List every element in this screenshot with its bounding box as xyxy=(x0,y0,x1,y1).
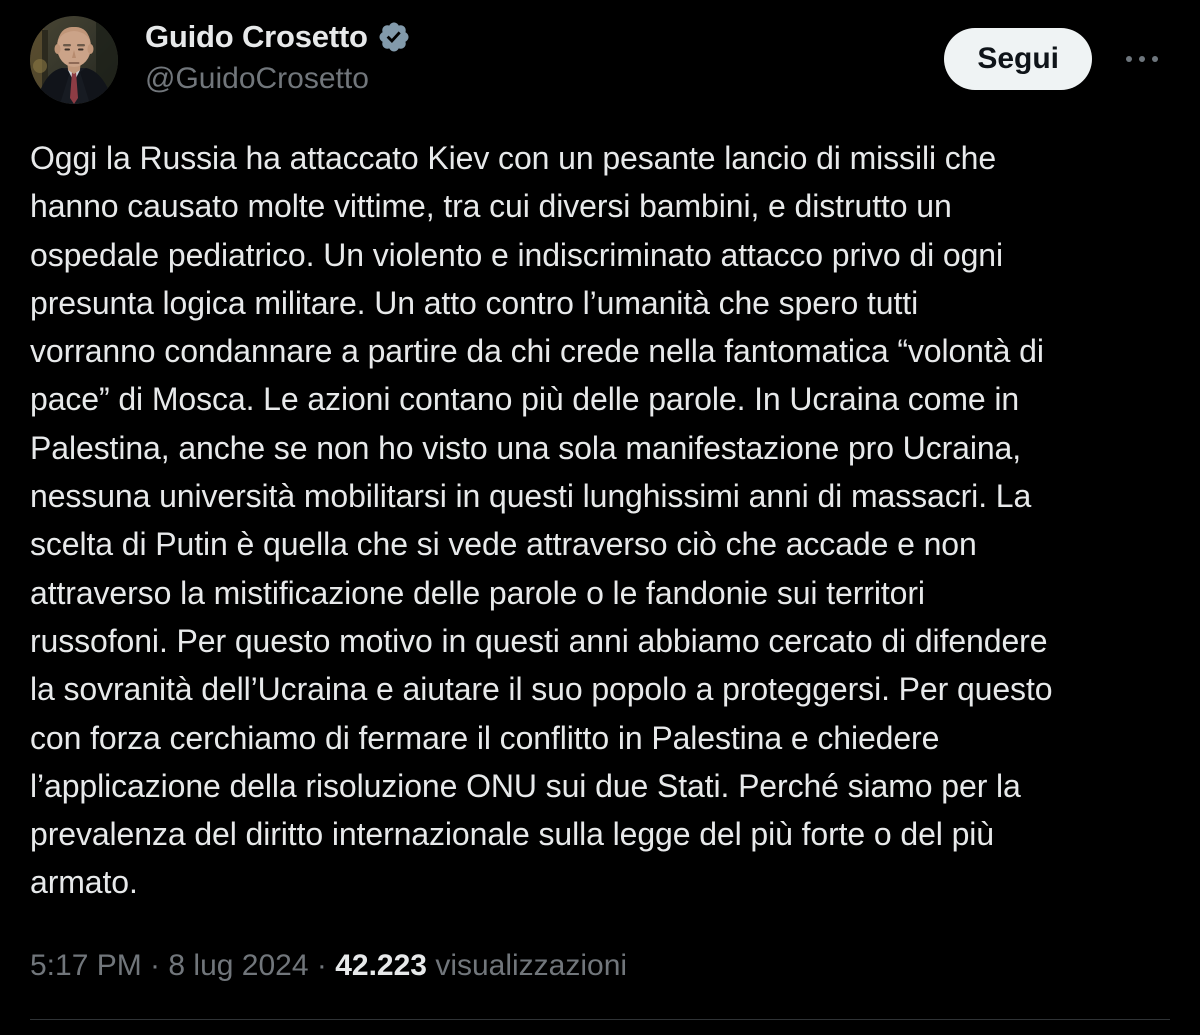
timestamp: 5:17 PM · 8 lug 2024 xyxy=(30,948,309,982)
header-actions xyxy=(944,28,1170,90)
views-label: visualizzazioni xyxy=(435,948,628,982)
tweet-header xyxy=(30,0,1170,104)
divider xyxy=(30,1019,1170,1020)
name-row xyxy=(145,18,411,56)
tweet-text-line: ospedale pediatrico. Un violento e indiscriminato attacco privo di ogni xyxy=(30,236,1004,273)
tweet-text-line: armato. xyxy=(30,864,138,901)
user-identity xyxy=(145,16,411,97)
user-handle[interactable]: @GuidoCrosetto xyxy=(145,62,369,95)
tweet-text-line: scelta di Putin è quella che si vede attraverso ciò che accade e non xyxy=(30,526,977,563)
tweet-text-line: presunta logica militare. Un atto contro l’umanità che spero tutti xyxy=(30,284,919,321)
dot xyxy=(1126,56,1132,62)
tweet-text-line: russofoni. Per questo motivo in questi anni abbiamo cercato di difendere xyxy=(30,622,1048,659)
tweet-text-line: nessuna università mobilitarsi in questi lunghissimi anni di massacri. La xyxy=(30,478,1032,515)
views-count: 42.223 xyxy=(335,948,427,982)
dot xyxy=(1139,56,1145,62)
tweet-text xyxy=(30,134,1170,907)
tweet-text-line: prevalenza del diritto internazionale sulla legge del più forte o del più xyxy=(30,816,994,853)
avatar-portrait-image xyxy=(30,16,118,104)
tweet-text-line: hanno causato molte vittime, tra cui diversi bambini, e distrutto un xyxy=(30,188,952,225)
tweet-text-line: attraverso la mistificazione delle parole o le fandonie sui territori xyxy=(30,574,925,611)
tweet-text-line: l’applicazione della risoluzione ONU sui due Stati. Perché siamo per la xyxy=(30,767,1021,804)
display-name[interactable]: Guido Crosetto xyxy=(145,19,368,54)
dot xyxy=(1152,56,1158,62)
more-options-icon[interactable] xyxy=(1116,33,1168,85)
follow-button[interactable]: Segui xyxy=(944,28,1092,90)
avatar[interactable] xyxy=(30,16,118,104)
tweet-text-line: con forza cerchiamo di fermare il conflitto in Palestina e chiedere xyxy=(30,719,940,756)
tweet-text-line: Palestina, anche se non ho visto una sola manifestazione pro Ucraina, xyxy=(30,429,1022,466)
tweet-text-line: la sovranità dell’Ucraina e aiutare il suo popolo a proteggersi. Per questo xyxy=(30,671,1053,708)
tweet-text-line: vorranno condannare a partire da chi crede nella fantomatica “volontà di xyxy=(30,333,1044,370)
tweet-meta xyxy=(30,947,1170,985)
tweet-text-line: Oggi la Russia ha attaccato Kiev con un pesante lancio di missili che xyxy=(30,140,997,176)
meta-separator: · xyxy=(316,948,327,982)
verified-badge-icon[interactable] xyxy=(377,20,411,54)
tweet-text-line: pace” di Mosca. Le azioni contano più delle parole. In Ucraina come in xyxy=(30,381,1020,418)
